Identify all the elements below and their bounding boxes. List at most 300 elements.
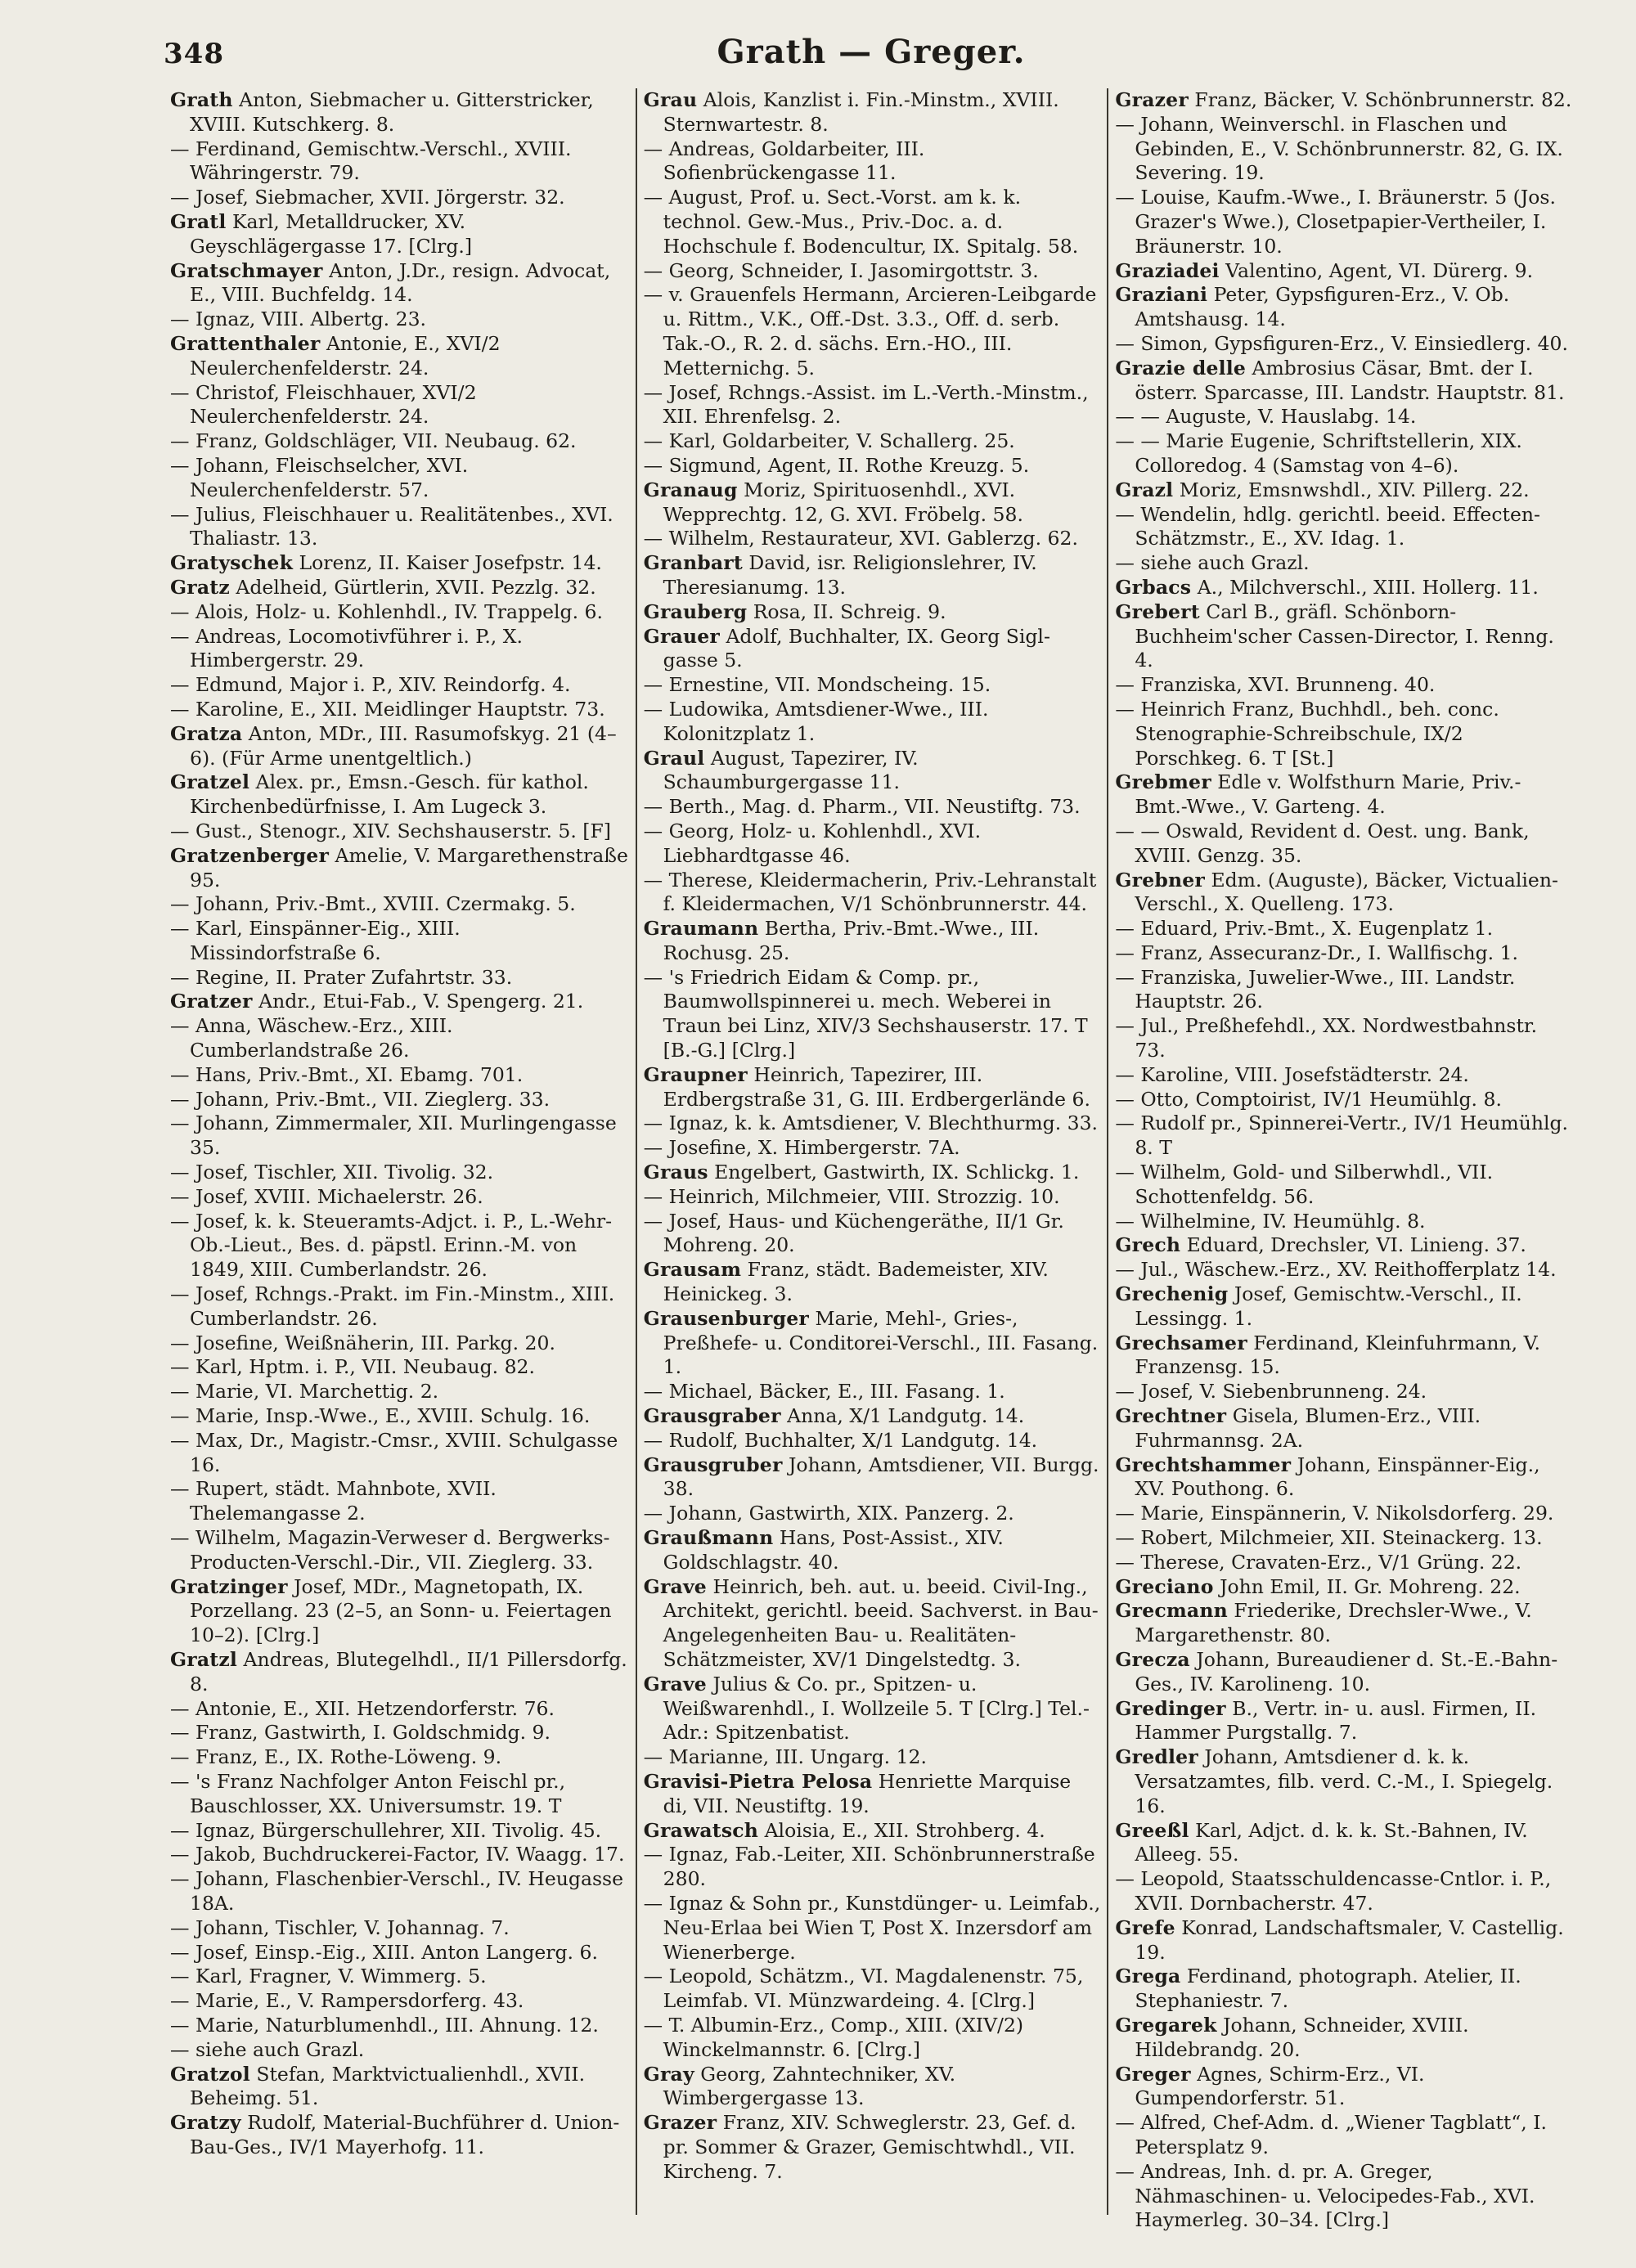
directory-entry bbox=[644, 1819, 1101, 1844]
directory-entry bbox=[1115, 1332, 1572, 1381]
directory-entry bbox=[1115, 698, 1572, 770]
directory-entry bbox=[644, 2111, 1101, 2184]
entry-text: — Johann, Gastwirth, XIX. Panzerg. 2. bbox=[643, 1502, 1014, 1525]
directory-entry bbox=[644, 966, 1101, 1063]
entry-text: Friederike, Drechsler-Wwe., V. Margarethenstr. 80. bbox=[1135, 1599, 1532, 1647]
directory-entry bbox=[170, 1575, 629, 1648]
entry-surname: Graumann bbox=[643, 917, 759, 941]
directory-entry bbox=[644, 137, 1101, 186]
entry-surname: Gratz bbox=[170, 575, 230, 599]
entry-surname: Gravisi-Pietra Pelosa bbox=[643, 1769, 873, 1793]
entry-text: Moriz, Emsnwshdl., XIV. Pillerg. 22. bbox=[1179, 478, 1530, 501]
entry-surname: Gratzinger bbox=[170, 1574, 288, 1598]
entry-text: — Josefine, Weißnäherin, III. Parkg. 20. bbox=[170, 1331, 555, 1354]
directory-entry bbox=[1115, 1282, 1572, 1332]
entry-surname: Grausgruber bbox=[643, 1453, 783, 1476]
directory-entry bbox=[170, 551, 629, 576]
entry-surname: Grebmer bbox=[1115, 770, 1211, 794]
entry-text: Adelheid, Gürtlerin, XVII. Pezzlg. 32. bbox=[236, 575, 596, 599]
directory-entry bbox=[170, 1332, 629, 1356]
entry-text: Carl B., gräfl. Schönborn-Buchheim'scher Cassen-Director, I. Renng. 4. bbox=[1135, 600, 1554, 672]
directory-entry bbox=[644, 1258, 1101, 1307]
directory-entry bbox=[644, 454, 1101, 478]
directory-entry bbox=[644, 186, 1101, 258]
directory-entry bbox=[1115, 941, 1572, 966]
directory-entry bbox=[1115, 1210, 1572, 1234]
entry-text: — Ignaz, VIII. Albertg. 23. bbox=[170, 308, 426, 331]
directory-entry bbox=[170, 503, 629, 552]
entry-text: — Antonie, E., XII. Hetzendorferstr. 76. bbox=[170, 1696, 555, 1720]
entry-text: — — Auguste, V. Hauslabg. 14. bbox=[1115, 405, 1417, 429]
entry-surname: Grath bbox=[170, 88, 233, 111]
directory-entry bbox=[1115, 1599, 1572, 1648]
directory-entry bbox=[644, 1210, 1101, 1259]
entry-text: — Franziska, Juwelier-Wwe., III. Landstr. Hauptstr. 26. bbox=[1115, 965, 1516, 1013]
entry-text: Bertha, Priv.-Bmt.-Wwe., III. Rochusg. 25. bbox=[663, 917, 1040, 964]
entry-text: — Ignaz, Bürgerschullehrer, XII. Tivolig. 45. bbox=[170, 1818, 602, 1842]
entry-text: Edle v. Wolfsthurn Marie, Priv.-Bmt.-Wwe., V. Garteng. 4. bbox=[1135, 770, 1521, 819]
entry-surname: Gratzenberger bbox=[170, 843, 330, 867]
entry-text: Heinrich, beh. aut. u. beeid. Civil-Ing., Architekt, gerichtl. beeid. Sachverst. in Bau-Angelegenheiten Bau- u. Realitäten-Schätzmeister, XV/1 Dingelstedtg. 3. bbox=[663, 1574, 1099, 1671]
directory-entry bbox=[1115, 405, 1572, 429]
directory-entry bbox=[1115, 917, 1572, 941]
directory-entry bbox=[644, 820, 1101, 869]
directory-entry bbox=[1115, 1233, 1572, 1258]
entry-text: — Marie, Einspännerin, V. Nikolsdorferg. 29. bbox=[1115, 1502, 1554, 1525]
directory-entry bbox=[1115, 1551, 1572, 1575]
directory-entry bbox=[170, 1112, 629, 1161]
entry-text: — Franz, Assecuranz-Dr., I. Wallfischg. 1. bbox=[1115, 941, 1519, 964]
entry-surname: Grattenthaler bbox=[170, 331, 321, 355]
directory-entry bbox=[1115, 332, 1572, 357]
entry-surname: Gratzel bbox=[170, 770, 250, 794]
entry-text: — Andreas, Locomotivführer i. P., X. Himbergerstr. 29. bbox=[170, 624, 523, 672]
entry-surname: Granaug bbox=[643, 478, 738, 501]
entry-surname: Gredinger bbox=[1115, 1696, 1226, 1720]
entry-text: — Leopold, Staatsschuldencasse-Cntlor. i. P., XVII. Dornbacherstr. 47. bbox=[1115, 1867, 1552, 1915]
entry-surname: Grazer bbox=[643, 2111, 717, 2135]
entry-text: Josef, Gemischtw.-Verschl., II. Lessingg. 1. bbox=[1135, 1282, 1522, 1330]
directory-entry bbox=[1115, 1161, 1572, 1210]
directory-entry bbox=[1115, 88, 1572, 113]
entry-text: — Karl, Goldarbeiter, V. Schallerg. 25. bbox=[643, 429, 1015, 453]
entry-text: — Josef, Siebmacher, XVII. Jörgerstr. 32. bbox=[170, 186, 565, 209]
directory-entry bbox=[170, 2038, 629, 2063]
entry-text: — Marie, Insp.-Wwe., E., XVIII. Schulg. 16. bbox=[170, 1404, 591, 1428]
entry-text: Adolf, Buchhalter, IX. Georg Sigl-gasse 5. bbox=[663, 624, 1050, 672]
directory-entry bbox=[170, 1014, 629, 1063]
directory-entry bbox=[644, 1526, 1101, 1575]
entry-text: — Johann, Tischler, V. Johannag. 7. bbox=[170, 1915, 510, 1939]
entry-surname: Gratza bbox=[170, 721, 243, 745]
directory-entry bbox=[644, 600, 1101, 625]
directory-entry bbox=[1115, 429, 1572, 478]
entry-text: — Alfred, Chef-Adm. d. „Wiener Tagblatt“, I. Petersplatz 9. bbox=[1115, 2111, 1547, 2158]
entry-text: — Johann, Priv.-Bmt., VII. Zieglerg. 33. bbox=[170, 1087, 551, 1111]
entry-text: — Eduard, Priv.-Bmt., X. Eugenplatz 1. bbox=[1115, 917, 1494, 941]
entry-surname: Grecza bbox=[1115, 1648, 1190, 1671]
entry-text: Johann, Einspänner-Eig., XV. Pouthong. 6. bbox=[1135, 1453, 1540, 1501]
directory-entry bbox=[170, 429, 629, 454]
directory-entry bbox=[644, 1502, 1101, 1526]
entry-text: — Johann, Weinverschl. in Flaschen und Gebinden, E., V. Schönbrunnerstr. 82, G. IX. Severing. 19. bbox=[1115, 112, 1563, 185]
directory-entry bbox=[644, 917, 1101, 966]
directory-entry bbox=[1115, 503, 1572, 552]
entry-text: — v. Grauenfels Hermann, Arcieren-Leibgarde u. Rittm., V.K., Off.-Dst. 3.3., Off. d. serb. Tak.-O., R. 2. d. sächs. Ern.-HO., III. Metternichg. 5. bbox=[643, 283, 1097, 379]
directory-entry bbox=[170, 1916, 629, 1941]
entry-text: Franz, XIV. Schweglerstr. 23, Gef. d. pr. Sommer & Grazer, Gemischtwhdl., VII. Kircheng. 7. bbox=[663, 2111, 1076, 2183]
directory-entry bbox=[170, 1819, 629, 1844]
directory-entry bbox=[644, 1404, 1101, 1429]
directory-entry bbox=[1115, 1258, 1572, 1282]
directory-entry bbox=[170, 1063, 629, 1088]
directory-entry bbox=[1115, 1648, 1572, 1697]
entry-text: — Heinrich, Milchmeier, VIII. Strozzig. 10. bbox=[643, 1184, 1060, 1208]
directory-entry bbox=[170, 1526, 629, 1575]
directory-entry bbox=[1115, 2111, 1572, 2160]
entry-text: — Ignaz & Sohn pr., Kunstdünger- u. Leimfab., Neu-Erlaa bei Wien T, Post X. Inzersdorf am Wienerberge. bbox=[643, 1891, 1101, 1964]
entry-surname: Grausenburger bbox=[643, 1306, 809, 1330]
directory-entry bbox=[170, 1404, 629, 1429]
directory-entry bbox=[644, 2014, 1101, 2063]
entry-text: — Wilhelm, Magazin-Verweser d. Bergwerks-Producten-Verschl.-Dir., VII. Zieglerg. 33. bbox=[170, 1526, 610, 1574]
entry-text: — Anna, Wäschew.-Erz., XIII. Cumberlandstraße 26. bbox=[170, 1014, 453, 1062]
entry-text: — Therese, Kleidermacherin, Priv.-Lehranstalt f. Kleidermachen, V/1 Schönbrunnerstr. 44. bbox=[643, 868, 1097, 916]
entry-text: — Josef, Tischler, XII. Tivolig. 32. bbox=[170, 1161, 494, 1184]
entry-surname: Graupner bbox=[643, 1062, 748, 1086]
directory-entry bbox=[644, 1063, 1101, 1112]
entry-text: — Julius, Fleischhauer u. Realitätenbes., XVI. Thaliastr. 13. bbox=[170, 502, 614, 550]
entry-text: — Johann, Flaschenbier-Verschl., IV. Heugasse 18A. bbox=[170, 1867, 623, 1915]
column-2 bbox=[636, 88, 1108, 2215]
entry-text: — Otto, Comptoirist, IV/1 Heumühlg. 8. bbox=[1115, 1087, 1502, 1111]
directory-entry bbox=[170, 88, 629, 137]
entry-text: — Robert, Milchmeier, XII. Steinackerg. 13. bbox=[1115, 1526, 1543, 1550]
entry-text: Anna, X/1 Landgutg. 14. bbox=[787, 1404, 1025, 1428]
entry-text: — Marianne, III. Ungarg. 12. bbox=[643, 1745, 927, 1769]
directory-entry bbox=[170, 892, 629, 917]
directory-entry bbox=[170, 2014, 629, 2038]
entry-text: — Gust., Stenogr., XIV. Sechshauserstr. 5. [F] bbox=[170, 819, 611, 842]
directory-entry bbox=[170, 137, 629, 186]
directory-entry bbox=[644, 527, 1101, 551]
entry-text: Johann, Bureaudiener d. St.-E.-Bahn-Ges., IV. Karolineng. 10. bbox=[1135, 1648, 1558, 1695]
directory-entry bbox=[170, 1477, 629, 1526]
running-title: Grath — Greger. bbox=[717, 33, 1026, 71]
entry-text: — Josef, Rchngs.-Prakt. im Fin.-Minstm., XIII. Cumberlandstr. 26. bbox=[170, 1282, 615, 1330]
directory-entry bbox=[170, 722, 629, 771]
directory-entry bbox=[1115, 1014, 1572, 1063]
entry-surname: Grave bbox=[643, 1672, 707, 1695]
entry-surname: Granbart bbox=[643, 551, 743, 575]
directory-entry bbox=[170, 673, 629, 698]
entry-surname: Gratzl bbox=[170, 1648, 238, 1671]
entry-text: — Josefine, X. Himbergerstr. 7A. bbox=[643, 1136, 960, 1160]
entry-text: — Franz, Gastwirth, I. Goldschmidg. 9. bbox=[170, 1721, 551, 1745]
entry-text: Franz, Bäcker, V. Schönbrunnerstr. 82. bbox=[1194, 88, 1572, 111]
entry-text: — Johann, Zimmermaler, XII. Murlingengasse 35. bbox=[170, 1112, 617, 1160]
directory-entry bbox=[1115, 869, 1572, 918]
directory-entry bbox=[1115, 1867, 1572, 1916]
entry-text: — Johann, Priv.-Bmt., XVIII. Czermakg. 5. bbox=[170, 892, 576, 916]
entry-text: Hans, Post-Assist., XIV. Goldschlagstr. 40. bbox=[663, 1526, 1004, 1574]
entry-text: — Franz, Goldschläger, VII. Neubaug. 62. bbox=[170, 429, 577, 453]
directory-entry bbox=[170, 308, 629, 332]
entry-text: — August, Prof. u. Sect.-Vorst. am k. k. technol. Gew.-Mus., Priv.-Doc. a. d. Hochschule f. Bodencultur, IX. Spitalg. 58. bbox=[643, 186, 1079, 258]
entry-surname: Grechtner bbox=[1115, 1404, 1227, 1428]
entry-text: — Andreas, Goldarbeiter, III. Sofienbrückengasse 11. bbox=[643, 137, 925, 185]
directory-entry bbox=[170, 454, 629, 503]
entry-text: Eduard, Drechsler, VI. Linieng. 37. bbox=[1186, 1233, 1526, 1257]
entry-text: Henriette Marquise di, VII. Neustiftg. 19. bbox=[663, 1769, 1072, 1817]
entry-surname: Graul bbox=[643, 746, 705, 770]
directory-entry bbox=[1115, 1063, 1572, 1088]
entry-text: Heinrich, Tapezirer, III. Erdbergstraße 31, G. III. Erdbergerlände 6. bbox=[663, 1062, 1090, 1111]
entry-text: Stefan, Marktvictualienhdl., XVII. Beheimg. 51. bbox=[190, 2062, 586, 2110]
entry-text: Antonie, E., XVI/2 Neulerchenfelderstr. 24. bbox=[190, 331, 501, 379]
entry-text: — Marie, VI. Marchettig. 2. bbox=[170, 1380, 439, 1403]
entry-surname: Grazer bbox=[1115, 88, 1189, 111]
entry-surname: Greger bbox=[1115, 2062, 1191, 2086]
entry-surname: Gratl bbox=[170, 209, 227, 233]
entry-text: David, isr. Religionslehrer, IV. Theresianumg. 13. bbox=[663, 551, 1037, 599]
directory-entry bbox=[644, 625, 1101, 674]
directory-entry bbox=[644, 1965, 1101, 2014]
entry-text: — Regine, II. Prater Zufahrtstr. 33. bbox=[170, 965, 513, 989]
directory-entry bbox=[1115, 820, 1572, 869]
entry-text: — Rupert, städt. Mahnbote, XVII. Thelemangasse 2. bbox=[170, 1477, 497, 1525]
directory-entry bbox=[644, 88, 1101, 137]
entry-text: Aloisia, E., XII. Strohberg. 4. bbox=[764, 1818, 1045, 1842]
directory-entry bbox=[170, 698, 629, 722]
page-header bbox=[164, 33, 1579, 82]
directory-entry bbox=[644, 1892, 1101, 1965]
entry-surname: Gregarek bbox=[1115, 2013, 1217, 2037]
entry-text: — — Marie Eugenie, Schriftstellerin, XIX. Colloredog. 4 (Samstag von 4–6). bbox=[1115, 429, 1522, 477]
entry-text: Moriz, Spirituosenhdl., XVI. Wepprechtg. 12, G. XVI. Fröbelg. 58. bbox=[663, 478, 1023, 526]
entry-text: Konrad, Landschaftsmaler, V. Castellig. 19. bbox=[1135, 1915, 1564, 1964]
entry-text: Alex. pr., Emsn.-Gesch. für kathol. Kirchenbedürfnisse, I. Am Lugeck 3. bbox=[190, 770, 589, 819]
directory-entry bbox=[1115, 551, 1572, 576]
entry-text: Josef, MDr., Magnetopath, IX. Porzellang. 23 (2–5, an Sonn- u. Feiertagen 10–2). [Clrg.] bbox=[190, 1574, 612, 1647]
entry-text: — Heinrich Franz, Buchhdl., beh. conc. Stenographie-Schreibschule, IX/2 Porschkeg. 6. T [St.] bbox=[1115, 697, 1499, 770]
directory-entry bbox=[170, 186, 629, 210]
entry-text: — Wilhelm, Restaurateur, XVI. Gablerzg. 62. bbox=[643, 527, 1078, 550]
entry-text: Marie, Mehl-, Gries-, Preßhefe- u. Conditorei-Verschl., III. Fasang. 1. bbox=[663, 1306, 1099, 1379]
directory-entry bbox=[1115, 1380, 1572, 1404]
entry-text: — Ferdinand, Gemischtw.-Verschl., XVIII. Währingerstr. 79. bbox=[170, 137, 572, 185]
entry-text: — siehe auch Grazl. bbox=[1115, 551, 1310, 575]
directory-entry bbox=[170, 966, 629, 990]
directory-entry bbox=[1115, 259, 1572, 284]
directory-entry bbox=[644, 1453, 1101, 1502]
entry-surname: Grauer bbox=[643, 624, 720, 648]
entry-text: — Marie, E., V. Rampersdorferg. 43. bbox=[170, 1989, 524, 2013]
entry-text: Valentino, Agent, VI. Dürerg. 9. bbox=[1225, 258, 1534, 282]
entry-text: — Sigmund, Agent, II. Rothe Kreuzg. 5. bbox=[643, 453, 1030, 477]
directory-entry bbox=[1115, 770, 1572, 820]
directory-entry bbox=[170, 2063, 629, 2112]
directory-entry bbox=[1115, 1916, 1572, 1965]
entry-surname: Grechtshammer bbox=[1115, 1453, 1292, 1476]
directory-entry bbox=[170, 1989, 629, 2014]
entry-surname: Grecmann bbox=[1115, 1599, 1228, 1623]
entry-surname: Grega bbox=[1115, 1965, 1181, 1988]
directory-entry bbox=[1115, 1526, 1572, 1551]
entry-text: Lorenz, II. Kaiser Josefpstr. 14. bbox=[299, 551, 602, 575]
directory-entry bbox=[170, 332, 629, 381]
directory-entry bbox=[644, 1575, 1101, 1673]
entry-surname: Grauberg bbox=[643, 600, 748, 623]
directory-entry bbox=[170, 1843, 629, 1867]
entry-text: Ambrosius Cäsar, Bmt. der I. österr. Sparcasse, III. Landstr. Hauptstr. 81. bbox=[1135, 356, 1565, 404]
directory-entry bbox=[1115, 1088, 1572, 1112]
entry-surname: Gratschmayer bbox=[170, 258, 323, 282]
entry-surname: Grechenig bbox=[1115, 1282, 1229, 1306]
directory-entry bbox=[170, 1745, 629, 1770]
entry-text: — Marie, Naturblumenhdl., III. Ahnung. 12. bbox=[170, 2013, 599, 2037]
entry-text: — Franz, E., IX. Rothe-Löweng. 9. bbox=[170, 1745, 502, 1769]
directory-entry bbox=[1115, 478, 1572, 503]
directory-entry bbox=[1115, 1697, 1572, 1746]
directory-entry bbox=[644, 1745, 1101, 1770]
entry-text: Edm. (Auguste), Bäcker, Victualien-Verschl., X. Quelleng. 173. bbox=[1135, 868, 1558, 916]
directory-entry bbox=[644, 551, 1101, 600]
entry-text: John Emil, II. Gr. Mohreng. 22. bbox=[1220, 1574, 1521, 1598]
directory-entry bbox=[1115, 2160, 1572, 2233]
entry-text: — Rudolf pr., Spinnerei-Vertr., IV/1 Heumühlg. 8. T bbox=[1115, 1112, 1569, 1160]
entry-text: — Alois, Holz- u. Kohlenhdl., IV. Trappelg. 6. bbox=[170, 600, 603, 623]
entry-text: Andreas, Blutegelhdl., II/1 Pillersdorfg. 8. bbox=[190, 1648, 627, 1695]
directory-entry bbox=[170, 1380, 629, 1404]
entry-surname: Grebert bbox=[1115, 600, 1200, 623]
directory-entry bbox=[644, 1770, 1101, 1819]
entry-surname: Grechsamer bbox=[1115, 1331, 1247, 1354]
entry-surname: Grazl bbox=[1115, 478, 1174, 501]
directory-entry bbox=[1115, 2063, 1572, 2112]
entry-surname: Grave bbox=[643, 1574, 707, 1598]
entry-text: Johann, Amtsdiener, VII. Burgg. 38. bbox=[663, 1453, 1099, 1501]
entry-text: — Leopold, Schätzm., VI. Magdalenenstr. 75, Leimfab. VI. Münzwardeing. 4. [Clrg.] bbox=[643, 1965, 1084, 2013]
column-1 bbox=[164, 88, 636, 2215]
directory-entry bbox=[170, 820, 629, 844]
entry-text: A., Milchverschl., XIII. Hollerg. 11. bbox=[1197, 575, 1539, 599]
directory-entry bbox=[170, 1088, 629, 1112]
entry-columns bbox=[164, 88, 1579, 2232]
directory-entry bbox=[1115, 1404, 1572, 1453]
entry-text: — Therese, Cravaten-Erz., V/1 Grüng. 22. bbox=[1115, 1550, 1522, 1574]
directory-entry bbox=[170, 1429, 629, 1478]
directory-entry bbox=[1115, 600, 1572, 673]
entry-text: Karl, Adjct. d. k. k. St.-Bahnen, IV. Alleeg. 55. bbox=[1135, 1818, 1528, 1866]
directory-entry bbox=[170, 1282, 629, 1332]
entry-text: — Louise, Kaufm.-Wwe., I. Bräunerstr. 5 (Jos. Grazer's Wwe.), Closetpapier-Vertheiler, I. Bräunerstr. 10. bbox=[1115, 186, 1556, 258]
directory-entry bbox=[644, 1136, 1101, 1161]
entry-text: Ferdinand, Kleinfuhrmann, V. Franzensg. 15. bbox=[1135, 1331, 1540, 1379]
entry-text: — Karl, Fragner, V. Wimmerg. 5. bbox=[170, 1965, 487, 1988]
entry-text: — Jul., Preßhefehdl., XX. Nordwestbahnstr. 73. bbox=[1115, 1014, 1538, 1062]
entry-text: — Simon, Gypsfiguren-Erz., V. Einsiedlerg. 40. bbox=[1115, 331, 1568, 355]
entry-surname: Greciano bbox=[1115, 1574, 1214, 1598]
entry-text: — Ignaz, k. k. Amtsdiener, V. Blechthurmg. 33. bbox=[643, 1112, 1099, 1135]
entry-text: Anton, J.Dr., resign. Advocat, E., VIII. Buchfeldg. 14. bbox=[190, 258, 611, 307]
entry-text: — — Oswald, Revident d. Oest. ung. Bank, XVIII. Genzg. 35. bbox=[1115, 819, 1530, 867]
directory-entry bbox=[1115, 1502, 1572, 1526]
directory-entry bbox=[170, 990, 629, 1014]
entry-surname: Gray bbox=[643, 2062, 694, 2086]
directory-entry bbox=[1115, 283, 1572, 332]
entry-text: — Franziska, XVI. Brunneng. 40. bbox=[1115, 673, 1436, 697]
entry-text: Karl, Metalldrucker, XV. Geyschlägergasse 17. [Clrg.] bbox=[190, 209, 472, 258]
directory-entry bbox=[1115, 1965, 1572, 2014]
directory-entry bbox=[170, 2111, 629, 2160]
entry-surname: Gredler bbox=[1115, 1745, 1198, 1769]
directory-entry bbox=[644, 429, 1101, 454]
entry-text: — Ludowika, Amtsdiener-Wwe., III. Kolonitzplatz 1. bbox=[643, 697, 989, 745]
entry-text: — Ernestine, VII. Mondscheing. 15. bbox=[643, 673, 991, 697]
entry-text: — Josef, Rchngs.-Assist. im L.-Verth.-Minstm., XII. Ehrenfelsg. 2. bbox=[643, 380, 1089, 429]
entry-text: — Wilhelmine, IV. Heumühlg. 8. bbox=[1115, 1209, 1426, 1233]
entry-text: — Andreas, Inh. d. pr. A. Greger, Nähmaschinen- u. Velocipedes-Fab., XVI. Haymerleg. 30–34. [Clrg.] bbox=[1115, 2159, 1535, 2232]
directory-entry bbox=[170, 1648, 629, 1697]
entry-text: — Josef, Haus- und Küchengeräthe, II/1 Gr. Mohreng. 20. bbox=[643, 1209, 1064, 1257]
entry-text: Rosa, II. Schreig. 9. bbox=[753, 600, 946, 623]
entry-surname: Grausgraber bbox=[643, 1404, 781, 1428]
directory-entry bbox=[644, 1185, 1101, 1210]
directory-entry bbox=[170, 381, 629, 430]
directory-entry bbox=[644, 478, 1101, 528]
directory-entry bbox=[644, 869, 1101, 918]
entry-surname: Gratyschek bbox=[170, 551, 294, 575]
directory-entry bbox=[170, 259, 629, 308]
entry-surname: Graziadei bbox=[1115, 258, 1220, 282]
entry-text: Amelie, V. Margarethenstraße 95. bbox=[190, 843, 628, 891]
entry-text: — Rudolf, Buchhalter, X/1 Landgutg. 14. bbox=[643, 1428, 1038, 1452]
entry-text: Peter, Gypsfiguren-Erz., V. Ob. Amtshausg. 14. bbox=[1135, 283, 1510, 331]
directory-entry bbox=[644, 2063, 1101, 2112]
entry-text: Ferdinand, photograph. Atelier, II. Stephaniestr. 7. bbox=[1135, 1965, 1521, 2013]
entry-surname: Graus bbox=[643, 1161, 708, 1184]
entry-surname: Grazie delle bbox=[1115, 356, 1247, 379]
directory-entry bbox=[1115, 1453, 1572, 1502]
entry-text: — Karl, Einspänner-Eig., XIII. Missindorfstraße 6. bbox=[170, 917, 461, 964]
directory-entry bbox=[170, 600, 629, 625]
entry-text: Rudolf, Material-Buchführer d. Union-Bau-Ges., IV/1 Mayerhofg. 11. bbox=[190, 2111, 620, 2158]
directory-entry bbox=[1115, 1575, 1572, 1600]
entry-text: Johann, Schneider, XVIII. Hildebrandg. 20. bbox=[1135, 2013, 1469, 2061]
entry-text: — Georg, Schneider, I. Jasomirgottstr. 3. bbox=[643, 258, 1039, 282]
entry-text: — Josef, Einsp.-Eig., XIII. Anton Langerg. 6. bbox=[170, 1940, 598, 1964]
directory-entry bbox=[1115, 576, 1572, 600]
entry-surname: Grebner bbox=[1115, 868, 1205, 891]
directory-entry bbox=[1115, 1112, 1572, 1161]
entry-text: — Wendelin, hdlg. gerichtl. beeid. Effecten-Schätzmstr., E., XV. Idag. 1. bbox=[1115, 502, 1540, 550]
directory-entry bbox=[644, 1843, 1101, 1892]
directory-entry bbox=[1115, 113, 1572, 186]
entry-text: Andr., Etui-Fab., V. Spengerg. 21. bbox=[258, 990, 584, 1013]
entry-text: — Karoline, E., XII. Meidlinger Hauptstr. 73. bbox=[170, 697, 605, 721]
entry-text: Agnes, Schirm-Erz., VI. Gumpendorferstr. 51. bbox=[1135, 2062, 1425, 2110]
entry-text: — Josef, V. Siebenbrunneng. 24. bbox=[1115, 1380, 1427, 1403]
entry-text: — Max, Dr., Magistr.-Cmsr., XVIII. Schulgasse 16. bbox=[170, 1428, 618, 1476]
directory-entry bbox=[170, 917, 629, 966]
directory-entry bbox=[644, 283, 1101, 380]
entry-text: — Wilhelm, Gold- und Silberwhdl., VII. Schottenfeldg. 56. bbox=[1115, 1161, 1494, 1208]
directory-entry bbox=[170, 1697, 629, 1722]
entry-text: — Ignaz, Fab.-Leiter, XII. Schönbrunnerstraße 280. bbox=[643, 1843, 1095, 1891]
entry-text: Alois, Kanzlist i. Fin.-Minstm., XVIII. Sternwartestr. 8. bbox=[663, 88, 1059, 136]
entry-text: — Christof, Fleischhauer, XVI/2 Neulerchenfelderstr. 24. bbox=[170, 380, 477, 429]
